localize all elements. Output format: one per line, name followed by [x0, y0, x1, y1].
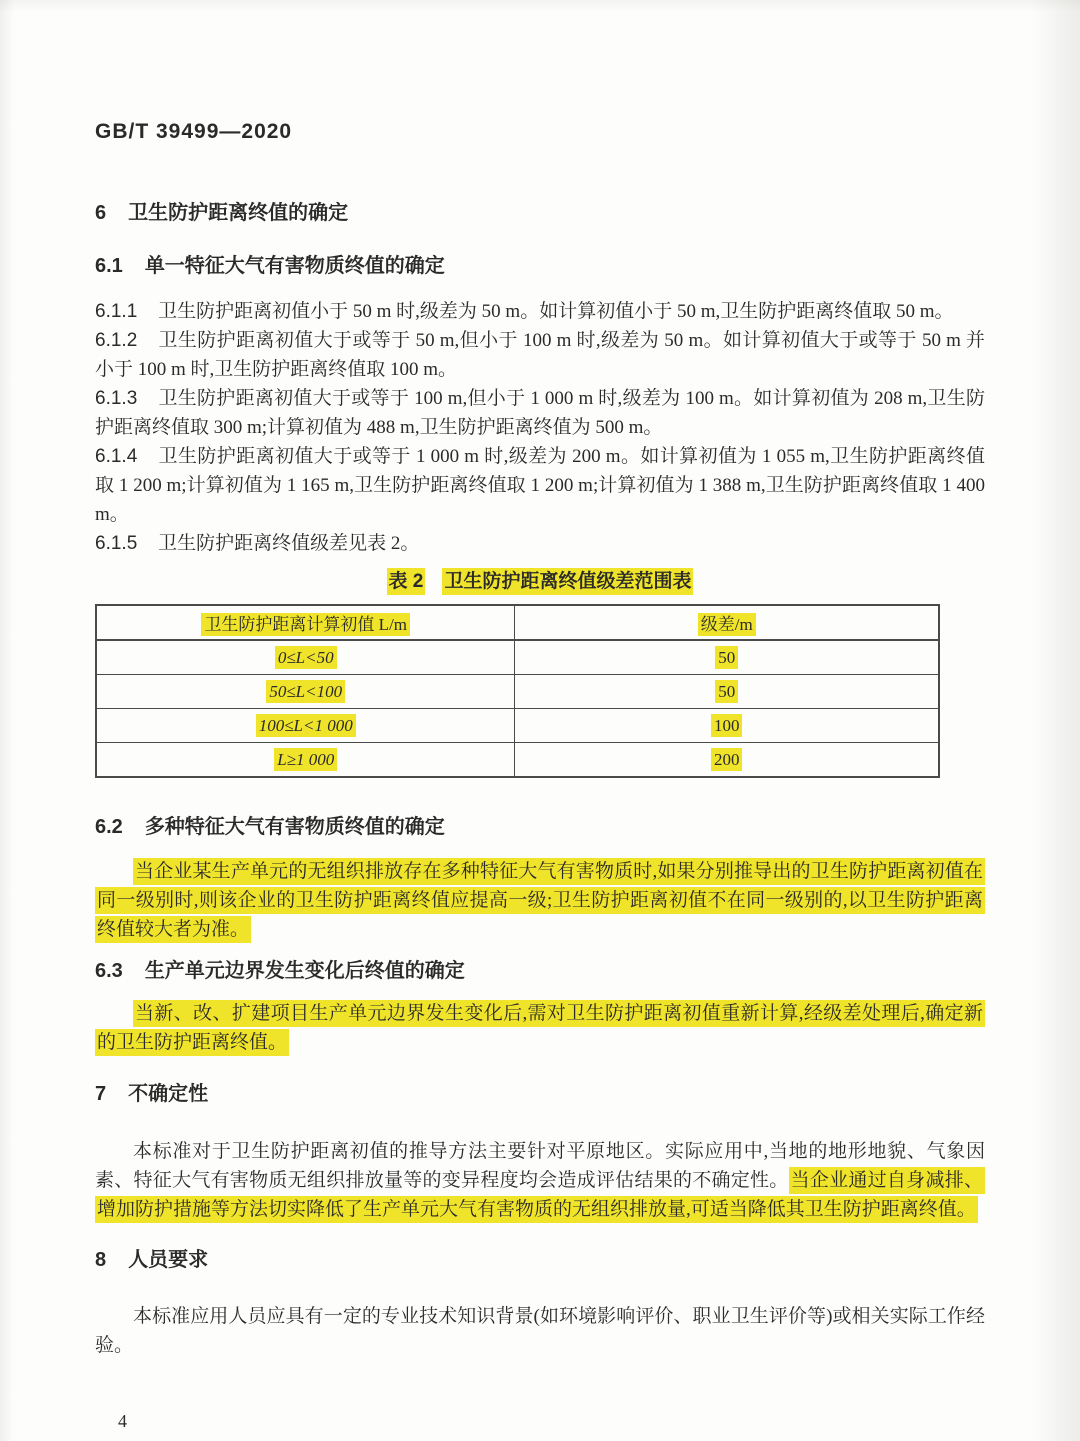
section-6-1-number: 6.1 [95, 255, 123, 277]
section-6-heading [95, 200, 985, 226]
section-6-2-title: 多种特征大气有害物质终值的确定 [144, 816, 445, 838]
section-7-number: 7 [95, 1083, 107, 1105]
clause-number: 6.1.2 [95, 330, 138, 351]
table-row [96, 640, 939, 675]
page-number: 4 [118, 1411, 127, 1431]
table-row [96, 675, 939, 709]
standard-code: GB/T 39499—2020 [95, 120, 293, 143]
section-6-1-items [95, 297, 985, 558]
cell-step: 200 [515, 743, 939, 778]
cell-range: 50≤L<100 [96, 675, 515, 709]
section-6-3-title: 生产单元边界发生变化后终值的确定 [144, 960, 465, 982]
table-2-caption-label: 表 2 [387, 568, 426, 595]
section-7-paragraph: 本标准对于卫生防护距离初值的推导方法主要针对平原地区。实际应用中,当地的地形地貌、气象因素、特征大气有害物质无组织排放量等的变异程度均会造成评估结果的不确定性。 当企业通过自身减排、增加防护措施等方法切实降低了生产单元大气有害物质的无组织排放量,可适当降低其卫生防护距离终值。 [95, 1137, 985, 1224]
table-2-caption [95, 570, 985, 594]
section-6-title: 卫生防护距离终值的确定 [128, 202, 349, 224]
table-header-row [96, 605, 939, 640]
cell-range: 0≤L<50 [96, 640, 515, 675]
section-6-1-heading [95, 253, 985, 279]
table-2-caption-title: 卫生防护距离终值级差范围表 [442, 568, 693, 595]
cell-range: 100≤L<1 000 [96, 709, 515, 743]
section-6-2-heading [95, 814, 985, 840]
clause-number: 6.1.5 [95, 533, 138, 554]
section-6-2-number: 6.2 [95, 816, 123, 838]
cell-step: 50 [515, 675, 939, 709]
clause-6-1-5 [95, 529, 985, 558]
section-6-3-heading [95, 958, 985, 984]
scan-edge-top [0, 0, 1080, 12]
clause-number: 6.1.3 [95, 388, 138, 409]
table-2 [95, 604, 940, 778]
section-6-3-paragraph: 当新、改、扩建项目生产单元边界发生变化后,需对卫生防护距离初值重新计算,经级差处理后,确定新的卫生防护距离终值。 [95, 999, 985, 1057]
section-6-1-title: 单一特征大气有害物质终值的确定 [144, 255, 445, 277]
clause-text: 卫生防护距离初值大于或等于 50 m,但小于 100 m 时,级差为 50 m。如计算初值大于或等于 50 m 并小于 100 m 时,卫生防护距离终值取 100 m。 [95, 330, 985, 380]
section-7-title: 不确定性 [128, 1083, 209, 1105]
clause-6-1-3 [95, 384, 985, 442]
clause-text: 卫生防护距离初值大于或等于 1 000 m 时,级差为 200 m。如计算初值为 1 055 m,卫生防护距离终值取 1 200 m;计算初值为 1 165 m,卫生防护距离终值取 1 200 m;计算初值为 1 388 m,卫生防护距离终值取 1 400 m。 [95, 446, 985, 525]
cell-step: 50 [515, 640, 939, 675]
clause-number: 6.1.1 [95, 301, 138, 322]
table-row [96, 743, 939, 778]
clause-number: 6.1.4 [95, 446, 138, 467]
cell-range: L≥1 000 [96, 743, 515, 778]
clause-6-1-2 [95, 326, 985, 384]
scan-edge-left [0, 0, 14, 1441]
section-8-title: 人员要求 [128, 1249, 209, 1271]
section-8-number: 8 [95, 1249, 107, 1271]
section-8-heading [95, 1247, 985, 1273]
cell-step: 100 [515, 709, 939, 743]
table-header-cell-initial-value: 卫生防护距离计算初值 L/m [96, 605, 515, 640]
section-6-3-number: 6.3 [95, 960, 123, 982]
clause-6-1-1 [95, 297, 985, 326]
scan-edge-right [1032, 0, 1080, 1441]
section-6-number: 6 [95, 202, 107, 224]
clause-text: 卫生防护距离初值大于或等于 100 m,但小于 1 000 m 时,级差为 100 m。如计算初值为 208 m,卫生防护距离终值取 300 m;计算初值为 488 m,卫生防护距离终值为 500 m。 [95, 388, 985, 438]
section-6-2-paragraph: 当企业某生产单元的无组织排放存在多种特征大气有害物质时,如果分别推导出的卫生防护距离初值在同一级别时,则该企业的卫生防护距离终值应提高一级;卫生防护距离初值不在同一级别的,以卫生防护距离终值较大者为准。 [95, 857, 985, 944]
table-header-cell-step: 级差/m [515, 605, 939, 640]
clause-text: 卫生防护距离初值小于 50 m 时,级差为 50 m。如计算初值小于 50 m,卫生防护距离终值取 50 m。 [158, 301, 954, 322]
section-8-paragraph: 本标准应用人员应具有一定的专业技术知识背景(如环境影响评价、职业卫生评价等)或相关实际工作经验。 [95, 1306, 985, 1356]
table-row [96, 709, 939, 743]
clause-6-1-4 [95, 442, 985, 529]
section-7-heading [95, 1081, 985, 1107]
clause-text: 卫生防护距离终值级差见表 2。 [158, 533, 420, 554]
